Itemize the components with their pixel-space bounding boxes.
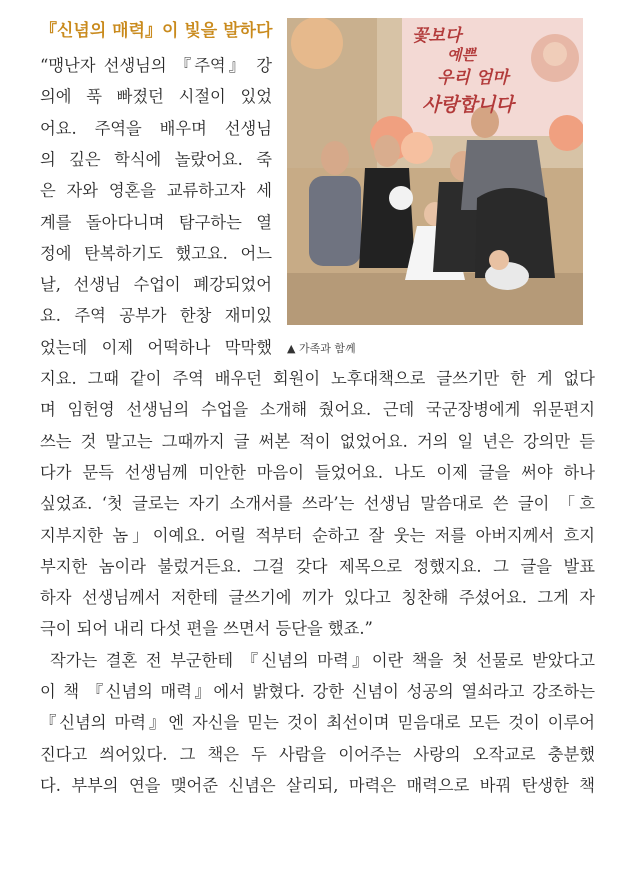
body-line: 며 임헌영 선생님의 수업을 소개해 줬어요. 근데 국군장병에게 위문편지	[40, 400, 595, 420]
column-line: 은 자와 영혼을 교류하고자 세	[40, 181, 272, 201]
body-line: 극이 되어 내리 다섯 편을 쓰면서 등단을 했죠.”	[40, 619, 373, 639]
column-line: 계를 돌아다니며 탐구하는 열	[40, 212, 272, 232]
body-line: 지요. 그때 같이 주역 배우던 회원이 노후대책으로 글쓰기만 한 게 없다	[40, 369, 595, 388]
column-line: 날, 선생님 수업이 폐강되었어	[40, 275, 272, 295]
body-line: 쓰는 것 말고는 그때까지 글 써본 적이 없었어요. 거의 일 년은 강의만 듣	[40, 431, 595, 451]
section-heading: 『신념의 매력』이 빛을 발하다	[40, 21, 273, 41]
body-line: 『신념의 마력』엔 자신을 믿는 것이 최선이며 믿음대로 모든 것이 이루어	[40, 713, 595, 733]
column-line: 의 깊은 학식에 놀랐어요. 죽	[40, 149, 272, 169]
banner-text-line: 꽃보다	[412, 26, 462, 46]
photo-caption: ▲ 가족과 함께	[287, 342, 356, 355]
body-line: 이 책 『신념의 매력』에서 밝혔다. 강한 신념이 성공의 열쇠라고 강조하는	[40, 682, 595, 701]
column-line: 었는데 이제 어떡하나 막막했	[40, 337, 272, 357]
family-photo-illustration	[287, 18, 583, 325]
body-line: 하자 선생님께서 저한테 글쓰기에 끼가 있다고 칭찬해 주셨어요. 그게 자	[40, 588, 595, 608]
column-line: 정에 탄복하기도 했고요. 어느	[40, 243, 272, 263]
body-line: 다가 문득 선생님께 미안한 마음이 들었어요. 나도 이제 글을 써야 하나	[40, 462, 595, 482]
body-line: 다. 부부의 연을 맺어준 신념은 살리되, 마력은 매력으로 바꿔 탄생한 책	[40, 775, 595, 795]
column-line: “맹난자 선생님의 『주역』 강	[40, 56, 272, 75]
banner-text-line: 사랑합니다	[422, 94, 514, 116]
family-photo	[287, 18, 583, 325]
banner-text-line: 우리 엄마	[437, 68, 509, 88]
column-line: 어요. 주역을 배우며 선생님	[40, 118, 272, 138]
body-line: 싶었죠. ‘첫 글로는 자기 소개서를 쓰라’는 선생님 말씀대로 쓴 글이 「흐	[40, 494, 595, 514]
banner-text-line: 예쁜	[447, 46, 476, 64]
column-line: 의에 푹 빠졌던 시절이 있었	[40, 87, 272, 107]
body-line: 작가는 결혼 전 부군한테 『신념의 마력』이란 책을 첫 선물로 받았다고	[50, 650, 595, 670]
column-line: 요. 주역 공부가 한창 재미있	[40, 306, 272, 326]
body-line: 지부지한 놈」이예요. 어릴 적부터 순하고 잘 웃는 저를 아버지께서 흐지	[40, 525, 595, 545]
body-line: 진다고 씌어있다. 그 책은 두 사람을 이어주는 사랑의 오작교로 충분했	[40, 744, 595, 764]
body-line: 부지한 놈이라 불렀거든요. 그걸 갖다 제목으로 정했지요. 그 글을 발표	[40, 556, 595, 576]
